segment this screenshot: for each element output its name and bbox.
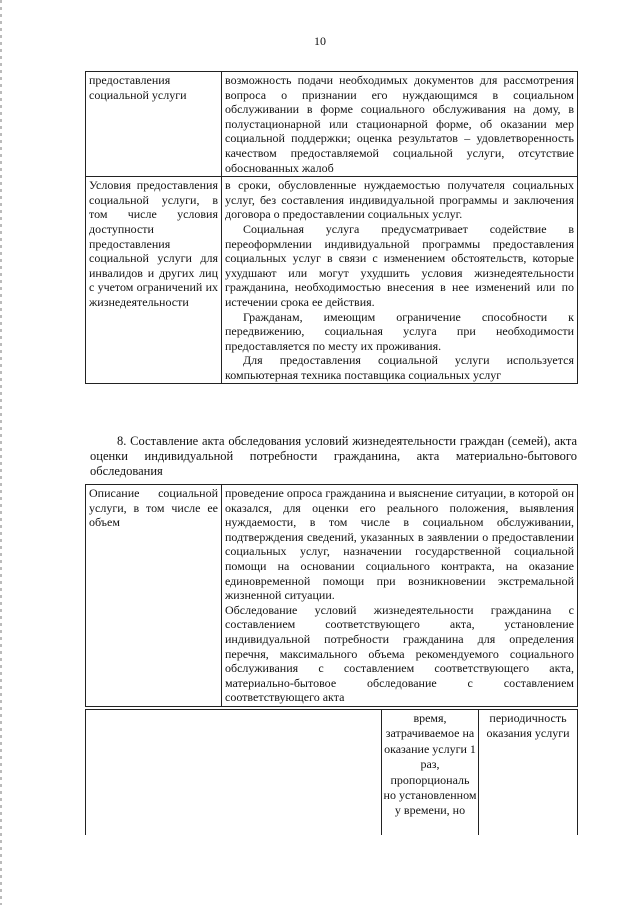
page-number: 10 — [314, 34, 326, 48]
row-content-cell — [222, 485, 578, 707]
row-label: предоставления социальной услуги — [89, 73, 187, 102]
row-content-cell — [222, 72, 578, 177]
table-row — [86, 485, 578, 707]
row-label-cell — [86, 485, 222, 707]
row-paragraph: Для предоставления социальной услуги используется компьютерная техника поставщика социальных услуг — [225, 353, 574, 382]
sub-columns-area — [85, 709, 578, 835]
row-paragraph: Обследование условий жизнедеятельности гражданина с составлением соответствующего акта, установление индивидуальной потребности гражданина для определения перечня, максимального объема рекомендуемого социального обслуживания с составлением соответствующего акта, материально-бытовое обследование с составлением соответствующего акта — [225, 602, 574, 705]
row-paragraph: в сроки, обусловленные нуждаемостью получателя социальных услуг, без составления индивидуальной программы и заключения договора о предоставлении социальных услуг. — [225, 178, 574, 222]
service-table-2 — [85, 484, 578, 707]
time-column-header: время, затрачиваемое на оказание услуги 1 раз, пропорциональ но установленном у времени, но — [383, 711, 477, 818]
section-heading: 8. Составление акта обследования условий жизнедеятельности граждан (семей), акта оценки индивидуальной потребности гражданина, акта материально-бытового обследования — [90, 434, 577, 478]
divider — [85, 709, 578, 710]
row-label: Условия предоставления социальной услуги, в том числе условия доступности предоставления социальной услуги для инвалидов и других лиц с учетом ограничений их жизнедеятельности — [89, 178, 218, 309]
row-paragraph: возможность подачи необходимых документов для рассмотрения вопроса о признании его нуждающимся в социальном обслуживании в форме социального обслуживания на дому, в полустационарной или стационарной форме, об оказании мер социальной поддержки; оценка результатов – удовлетворенность качеством предоставляемой социальной услуги, отсутствие обоснованных жалоб — [225, 73, 574, 175]
row-label-cell — [86, 72, 222, 177]
divider — [381, 709, 382, 835]
row-paragraph: Социальная услуга предусматривает содействие в переоформлении индивидуальной программы предоставления социальных услуг в связи с изменением обстоятельств, которые ухудшают или могут ухудшить условия жизнедеятельности гражданина, необходимостью внесения в нее изменений или по истечении срока ее действия. — [225, 221, 574, 309]
divider — [478, 709, 479, 835]
row-paragraph: Гражданам, имеющим ограничение способности к передвижению, социальная услуга при необходимости предоставляется по месту их проживания. — [225, 309, 574, 353]
page-left-edge — [0, 0, 2, 905]
frequency-column-header: периодичность оказания услуги — [486, 711, 570, 741]
table-row — [86, 72, 578, 177]
divider — [85, 709, 86, 835]
row-label: Описание социальной услуги, в том числе ее объем — [89, 486, 218, 530]
table-row — [86, 177, 578, 384]
row-content-cell — [222, 177, 578, 384]
service-table-1 — [85, 71, 578, 384]
divider — [577, 709, 578, 835]
row-label-cell — [86, 177, 222, 384]
row-paragraph: проведение опроса гражданина и выяснение ситуации, в которой он оказался, для оценки его реального положения, выявления нуждаемости, в том числе в социальном обслуживании, подтверждения сведений, указанных в заявлении о предоставлении социальных услуг, назначении государственной социальной помощи на основании социального контракта, на оказание единовременной помощи при возникновении экстремальной жизненной ситуации. — [225, 486, 574, 603]
